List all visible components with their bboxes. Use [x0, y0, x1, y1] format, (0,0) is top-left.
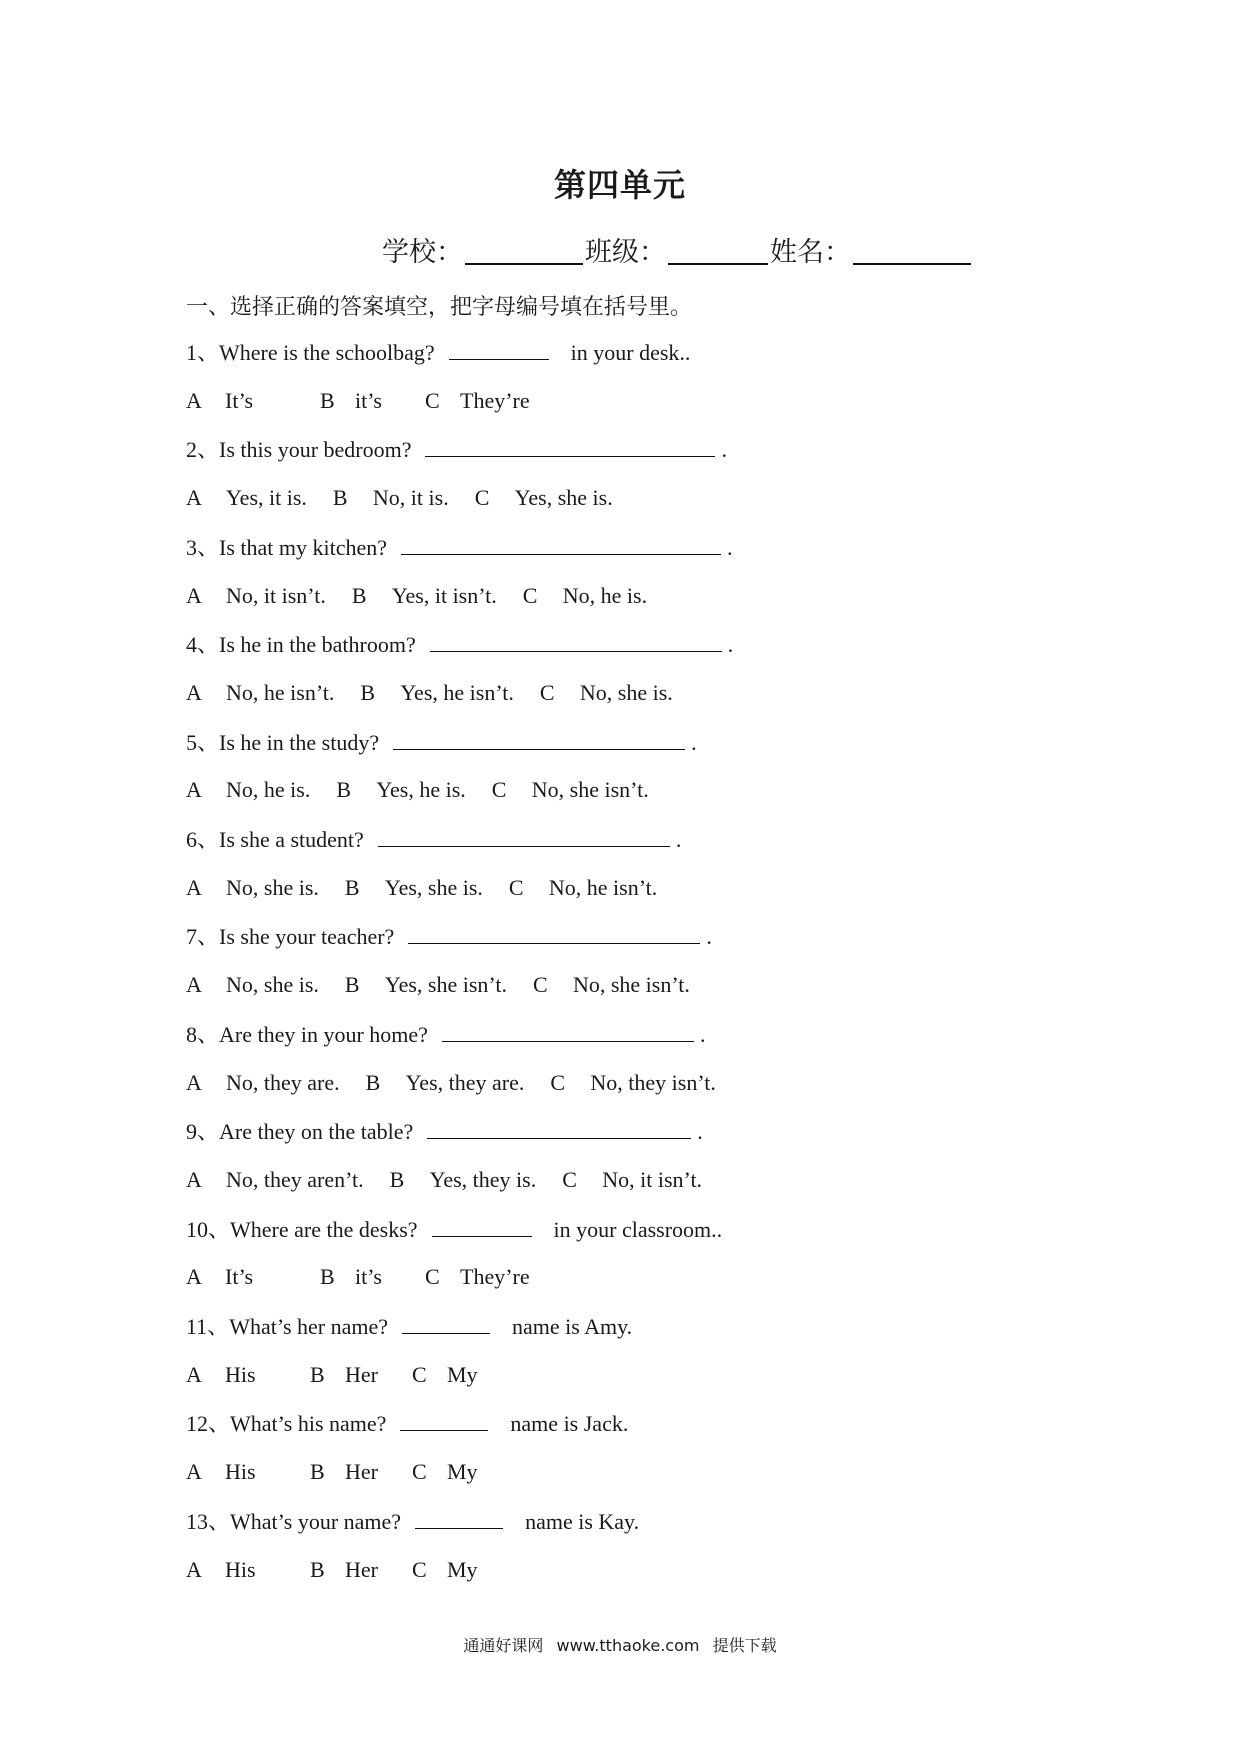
- option-letter-a: A: [186, 1556, 202, 1582]
- option-text-a[interactable]: His: [225, 1361, 256, 1387]
- question-number: 13、: [186, 1508, 231, 1534]
- option-letter-c: C: [412, 1556, 427, 1582]
- option-text-c[interactable]: No, it isn’t.: [602, 1166, 703, 1192]
- option-text-a[interactable]: No, she is.: [226, 874, 319, 900]
- question-text: Are they on the table?: [219, 1119, 414, 1145]
- option-text-c[interactable]: No, she isn’t.: [531, 777, 649, 803]
- option-letter-a: A: [186, 1069, 202, 1095]
- option-letter-c: C: [412, 1459, 427, 1485]
- question-text: Is that my kitchen?: [219, 534, 388, 560]
- question-text: Where is the schoolbag?: [219, 340, 435, 365]
- question-suffix: name is Jack.: [510, 1411, 629, 1437]
- option-letter-a: A: [186, 1361, 202, 1387]
- question-9: [186, 1116, 703, 1146]
- option-letter-a: A: [186, 1459, 202, 1485]
- option-text-c[interactable]: No, she is.: [579, 679, 673, 705]
- name-label: 姓名：: [770, 237, 851, 268]
- answer-blank[interactable]: [430, 629, 722, 652]
- option-letter-b: B: [344, 874, 360, 900]
- question-text: What’s his name?: [230, 1411, 387, 1437]
- option-letter-a: A: [186, 485, 202, 511]
- question-number: 2、: [186, 437, 220, 463]
- option-text-b[interactable]: Yes, she is.: [384, 874, 483, 900]
- question-8: [186, 1019, 705, 1049]
- question-text: Is he in the bathroom?: [219, 632, 416, 658]
- option-text-a[interactable]: No, it isn’t.: [226, 582, 326, 608]
- question-6: [186, 824, 681, 854]
- option-text-c[interactable]: My: [447, 1459, 478, 1485]
- question-number: 1、: [186, 340, 220, 365]
- option-text-c[interactable]: They’re: [460, 1264, 530, 1290]
- question-text: Are they in your home?: [219, 1021, 428, 1047]
- option-text-a[interactable]: No, he is.: [226, 777, 311, 803]
- name-blank[interactable]: [853, 233, 971, 265]
- question-2: [186, 434, 727, 464]
- question-text: What’s her name?: [229, 1314, 388, 1339]
- option-letter-a: A: [186, 972, 202, 998]
- option-letter-a: A: [186, 777, 202, 803]
- option-text-b[interactable]: Yes, they is.: [429, 1166, 537, 1192]
- question-number: 5、: [186, 729, 220, 755]
- option-text-b[interactable]: Yes, he isn’t.: [400, 679, 514, 705]
- option-text-b[interactable]: Her: [345, 1459, 378, 1485]
- question-number: 4、: [186, 632, 220, 658]
- answer-blank[interactable]: [425, 434, 715, 457]
- question-3: [186, 532, 733, 562]
- question-number: 3、: [186, 534, 220, 560]
- option-letter-b: B: [310, 1459, 325, 1485]
- option-text-b[interactable]: No, it is.: [372, 485, 449, 511]
- option-letter-b: B: [389, 1166, 405, 1192]
- question-suffix: name is Kay.: [525, 1508, 640, 1534]
- option-letter-a: A: [186, 1264, 202, 1290]
- option-letter-c: C: [532, 972, 548, 998]
- option-letter-b: B: [320, 387, 335, 413]
- option-text-a[interactable]: No, they are.: [226, 1069, 340, 1095]
- options-row: [186, 970, 716, 1000]
- question-text: Where are the desks?: [230, 1216, 418, 1242]
- option-text-a[interactable]: Yes, it is.: [226, 485, 307, 511]
- question-suffix: .: [721, 437, 727, 463]
- answer-blank[interactable]: [442, 1019, 694, 1042]
- answer-blank[interactable]: [378, 824, 670, 847]
- question-11: [186, 1311, 632, 1341]
- option-letter-c: C: [539, 679, 555, 705]
- option-letter-b: B: [310, 1556, 325, 1582]
- option-letter-b: B: [332, 485, 348, 511]
- option-text-c[interactable]: My: [447, 1361, 478, 1387]
- student-info-line: [382, 230, 973, 270]
- option-letter-c: C: [474, 485, 490, 511]
- option-letter-b: B: [336, 777, 352, 803]
- option-text-c[interactable]: No, he is.: [562, 582, 648, 608]
- option-text-c[interactable]: They’re: [460, 387, 530, 413]
- footer-site-name: 通通好课网: [463, 1636, 544, 1655]
- school-label: 学校：: [382, 237, 463, 268]
- option-letter-c: C: [508, 874, 524, 900]
- options-row: [186, 1068, 742, 1098]
- option-text-b[interactable]: Yes, it isn’t.: [391, 582, 497, 608]
- question-text: Is this your bedroom?: [219, 437, 412, 463]
- question-suffix: .: [706, 924, 712, 950]
- question-5: [186, 727, 697, 757]
- option-letter-c: C: [562, 1166, 577, 1192]
- option-text-a[interactable]: It’s: [225, 1264, 254, 1290]
- question-suffix: .: [727, 534, 733, 560]
- options-row: [186, 1165, 728, 1195]
- answer-blank[interactable]: [393, 727, 685, 750]
- footer-url[interactable]: www.tthaoke.com: [556, 1636, 700, 1655]
- question-10: [186, 1214, 722, 1244]
- option-text-c[interactable]: No, she isn’t.: [572, 972, 690, 998]
- option-letter-b: B: [365, 1069, 381, 1095]
- answer-blank[interactable]: [408, 921, 700, 944]
- option-letter-b: B: [360, 679, 376, 705]
- option-text-b[interactable]: Yes, he is.: [376, 777, 466, 803]
- question-text: What’s your name?: [230, 1508, 402, 1534]
- option-text-b[interactable]: Yes, they are.: [405, 1069, 525, 1095]
- question-1: [186, 337, 690, 367]
- question-text: Is she your teacher?: [219, 924, 395, 950]
- option-text-b[interactable]: Her: [345, 1361, 378, 1387]
- question-number: 11、: [186, 1314, 230, 1339]
- option-letter-c: C: [522, 582, 538, 608]
- question-suffix: .: [727, 632, 734, 658]
- question-number: 8、: [186, 1021, 220, 1047]
- option-letter-b: B: [310, 1361, 325, 1387]
- question-suffix: .: [691, 729, 697, 755]
- question-number: 7、: [186, 924, 220, 950]
- answer-blank[interactable]: [449, 337, 549, 360]
- question-text: Is she a student?: [219, 827, 364, 852]
- option-letter-c: C: [412, 1361, 427, 1387]
- option-text-b[interactable]: Yes, she isn’t.: [384, 972, 507, 998]
- options-row: [186, 483, 639, 513]
- question-7: [186, 921, 712, 951]
- option-letter-a: A: [186, 679, 202, 705]
- section-heading: 一、选择正确的答案填空，把字母编号填在括号里。: [186, 295, 693, 320]
- question-12: [186, 1408, 628, 1438]
- question-suffix: name is Amy.: [512, 1314, 633, 1339]
- options-row: [186, 581, 673, 611]
- question-number: 6、: [186, 827, 220, 852]
- question-number: 9、: [186, 1119, 220, 1145]
- option-letter-a: A: [186, 582, 202, 608]
- option-text-c[interactable]: No, he isn’t.: [548, 874, 658, 900]
- option-text-a[interactable]: No, he isn’t.: [226, 679, 335, 705]
- option-text-c[interactable]: No, they isn’t.: [590, 1069, 716, 1095]
- option-text-a[interactable]: It’s: [225, 387, 254, 413]
- question-4: [186, 629, 733, 659]
- option-letter-a: A: [186, 874, 202, 900]
- option-letter-a: A: [186, 1166, 202, 1192]
- answer-blank[interactable]: [415, 1506, 503, 1529]
- question-text: Is he in the study?: [219, 729, 380, 755]
- question-suffix: .: [699, 1021, 706, 1047]
- option-letter-b: B: [320, 1264, 335, 1290]
- answer-blank[interactable]: [401, 532, 721, 555]
- school-blank[interactable]: [465, 233, 583, 265]
- option-text-b[interactable]: it’s: [355, 387, 382, 413]
- class-blank[interactable]: [668, 233, 768, 265]
- answer-blank[interactable]: [400, 1408, 488, 1431]
- question-suffix: .: [675, 827, 682, 852]
- option-text-a[interactable]: His: [225, 1556, 256, 1582]
- footer: [0, 1633, 1240, 1656]
- option-text-a[interactable]: No, she is.: [226, 972, 319, 998]
- option-text-c[interactable]: Yes, she is.: [514, 485, 613, 511]
- question-suffix: in your classroom..: [553, 1216, 723, 1242]
- question-suffix: in your desk..: [570, 340, 691, 365]
- option-letter-a: A: [186, 387, 202, 413]
- options-row: [186, 775, 675, 805]
- options-row: [186, 873, 683, 903]
- option-text-c[interactable]: My: [447, 1556, 478, 1582]
- answer-blank[interactable]: [432, 1214, 532, 1237]
- question-number: 10、: [186, 1216, 231, 1242]
- option-letter-b: B: [344, 972, 360, 998]
- answer-blank[interactable]: [427, 1116, 691, 1139]
- option-text-b[interactable]: it’s: [355, 1264, 382, 1290]
- page-title: 第四单元: [553, 166, 686, 204]
- question-suffix: .: [697, 1119, 703, 1145]
- option-letter-c: C: [425, 1264, 440, 1290]
- footer-note: 提供下载: [712, 1636, 777, 1655]
- option-letter-c: C: [550, 1069, 566, 1095]
- options-row: [186, 678, 699, 708]
- option-text-a[interactable]: His: [225, 1459, 256, 1485]
- question-13: [186, 1506, 639, 1536]
- option-text-a[interactable]: No, they aren’t.: [226, 1166, 364, 1192]
- option-letter-c: C: [425, 387, 440, 413]
- option-letter-b: B: [351, 582, 367, 608]
- question-number: 12、: [186, 1411, 231, 1437]
- class-label: 班级：: [585, 237, 666, 268]
- option-letter-c: C: [491, 777, 507, 803]
- option-text-b[interactable]: Her: [345, 1556, 378, 1582]
- answer-blank[interactable]: [402, 1311, 490, 1334]
